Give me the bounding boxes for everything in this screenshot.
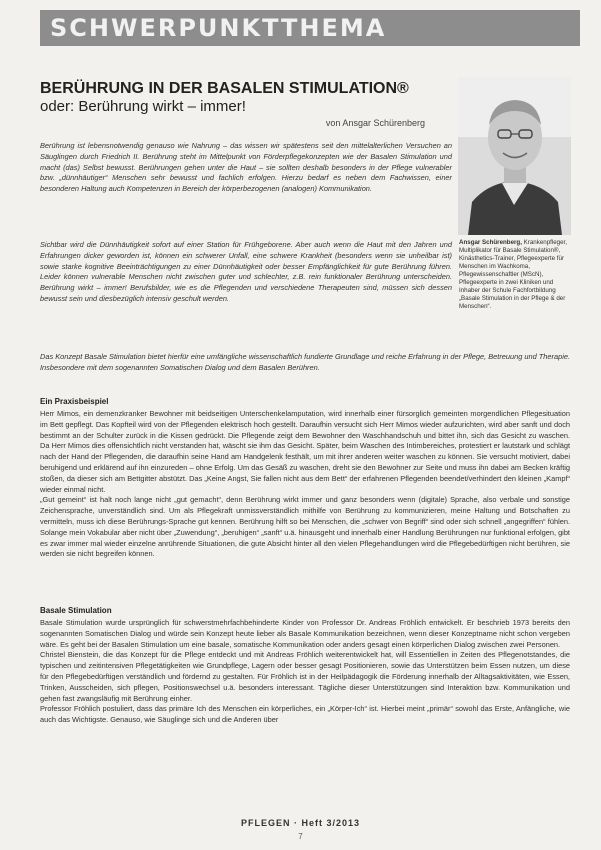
section-text-praxis: Herr Mimos, ein demenzkranker Bewohner mit beidseitigen Unterschenkelamputation, wird innerhalb einer fürsorglich gemeinten morgendlichen Pflegesituation im Bett gepflegt. Das Kopfteil wird von der Pflegenden elektrisch hoch gestellt. Daraufhin versucht sich Herr Mimos wieder aufzurichten, wird aber sanft und doch bestimmt an der Schulter zurück in die Kissen gedrückt. Die Pflegende zeigt dem Bewohner den Waschhandschuh und bittet ihn, sich das Gesicht zu waschen. Da Herr Mimos dies offensichtlich nicht verstanden hat, wäscht sie ihm das Gesicht. Später, beim Waschen des Intimbereiches, protestiert er lautstark und schlägt nach der Hand der Pflegenden, die daraufhin seine Hand am Handgelenk festhält, um mit ihrer anderen weiter waschen zu können. Sie versucht motiviert, dabei beruhigend und erklärend auf ihn einzureden – ohne Erfolg. Um das Gesäß zu waschen, dreht sie den Bewohner zur Seite und muss ihn dabei am Becken kräftig stoßen, da dieser sich am Bettgitter abstützt. Das „Keine Angst, Sie fallen nicht aus dem Bett“ der erfahrenen Pflegenden beendet/verhindert den kleinen „Kampf“ wieder einmal nicht. „Gut gemeint“ ist halt noch lange nicht „gut gemacht“, denn Berührung wirkt immer und ganz besonders wenn (digitale) Sprache, also verbale und sonstige Zeichensprache, unverständlich sind. Um als Pflegekraft unmissverständlich mithilfe von Berührung zu kommunizieren, meine Haltung und Botschaften zu vermitteln, muss ich diese Berührungs-Sprache gut kennen. Berührung hilft so bei Menschen, die „schwer von Begriff“ sind oder sich schnell „angegriffen“ fühlen. Solange mein Vokabular aber nicht über „Zuwendung“, „beruhigen“ „sanft“ u.ä. hinausgeht und innerhalb einer Handlung Berührungen nur funktional erfolgen, gibt es zwar immer mal wieder einzelne anrührende Situationen, die gute Absicht hinter all den vielen Pflegehandlungen wird die Pflegebedürftigen nicht berühren, sie werden sie nicht begreifen können. [40,409,570,559]
section-heading-basale: Basale Stimulation [40,606,112,615]
body-paragraph-1: Sichtbar wird die Dünnhäutigkeit sofort auf einer Station für Frühgeborene. Aber auch wenn die Haut mit den Jahren und Erfahrungen dicker geworden ist, können ein schwerer Unfall, eine schwere Krankheit (besonders wenn sie unheilbar ist) sowie starke kognitive Beeinträchtigungen zu einer Dünnhäutigkeit oder besser Empfänglichkeit für gute Berührung führen. Leider können vulnerable Menschen nicht zwischen guter und schlechter, z.B. rein funktionaler Berührung unterscheiden. Berührung wirkt – immer! Berufsbilder, wie es die Pflegenden und verschiedene Therapeuten sind, müssen sich dessen bewusst sein und diesbezüglich intensiv geschult werden. [40,240,452,303]
section-text-basale: Basale Stimulation wurde ursprünglich für schwerstmehrfachbehinderte Kinder von Professor Dr. Andreas Fröhlich entwickelt. Er beschrieb 1973 bereits den sogenannten Somatischen Dialog und würde sein Konzept heute lieber als Basale Kommunikation bezeichnen, wenn dieser Konzeptname nicht schon vergeben wäre. Es geht bei der Basalen Stimulation um eine basale, somatische Kommunikation oder anders gesagt einen körperlichen Dialog zwischen zwei Personen. Christel Bienstein, die das Konzept für die Pflege entdeckt und mit Andreas Fröhlich weiterentwickelt hat, will Essentiellen in Zeiten des Pflegenotstandes, die typischen und zeitintensiven Pflegetätigkeiten wie Grundpflege, Lagern oder besser gesagt Positionieren, sowie das Unterstützen beim Essen nutzen, um diese für den Pflegebedürftigen verständlich und fördernd zu gestalten. Für Fröhlich ist in der Heilpädagogik die Förderung innerhalb der Alltagsaktivitäten, wie Essen, Trinken, Ausscheiden, sich pflegen, Positionswechsel u.ä. besonders interessant. Tägliche dieser Unterstützungen sind Interaktion bzw. Kommunikation und gehen fast zwangsläufig mit Berührung einher. Professor Fröhlich postuliert, dass das primäre Ich des Menschen ein körperliches, ein „Körper-Ich“ ist. Hierbei meint „primär“ sowohl das Erste, Anfängliche, wie auch das Wichtigste. Genauso, wie Säuglinge sich und die Anderen über [40,618,570,725]
caption-text: Krankenpfleger, Multiplikator für Basale Stimulation®, Kinästhetics-Trainer, Pflegeexperte für Menschen im Wachkoma, Pflegewissenschaftler (MScN), Pflegeexperte in zwei Kliniken und Inhaber der Schule Fachfortbildung „Basale Stimulation in der Pflege & der Menschen“. [459,239,567,310]
author-byline: von Ansgar Schürenberg [325,118,425,128]
section-label: SCHWERPUNKTTHEMA [50,14,387,42]
article-title: BERÜHRUNG IN DER BASALEN STIMULATION® [40,80,409,97]
caption-name: Ansgar Schürenberg, [459,239,522,246]
intro-paragraph: Berührung ist lebensnotwendig genauso wie Nahrung – das wissen wir spätestens seit den mittelalterlichen Versuchen an Säuglingen durch Friedrich II. Berührung steht im Mittelpunkt von Förderpflegekonzepten wie der Basalen Stimulation und macht (das) Selbst bewusst. Berührungen gehen unter die Haut – sie sollten deshalb besonders in der Pflege vulnerabler bzw. „dünnhäutiger“ Menschen sehr bewusst und fachlich erfolgen. Hierzu bedarf es neben dem Fachwissen, einer besonderen Haltung auch Kompetenzen in Bereich der körperbezogenen (analogen) Kommunikation. [40,141,452,194]
page-number: 7 [298,832,303,841]
journal-footer: PFLEGEN · Heft 3/2013 [240,818,361,828]
section-heading-praxis: Ein Praxisbeispiel [40,397,109,406]
author-photo [458,77,571,235]
article-subtitle: oder: Berührung wirkt – immer! [40,98,246,115]
body-paragraph-2: Das Konzept Basale Stimulation bietet hierfür eine umfängliche wissenschaftlich fundierte Grundlage und reiche Erfahrung in der Pflege, Betreuung und Therapie. Insbesondere mit dem sogenannten Somatischen Dialog und dem Basalen Berühren. [40,352,570,372]
section-banner [40,10,580,46]
author-caption [459,239,571,311]
